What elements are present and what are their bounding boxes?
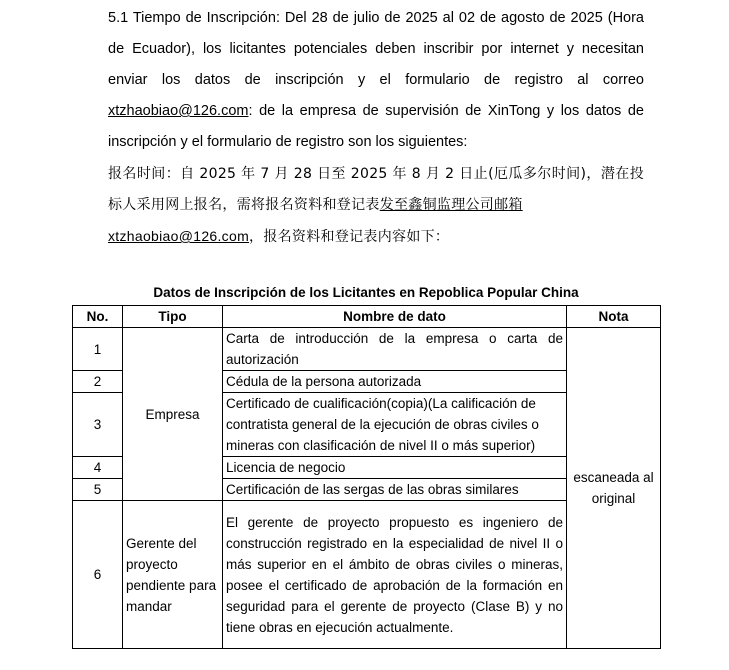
tipo-cell-gerente: Gerente del proyecto pendiente para mandar [123,501,223,649]
row-number: 6 [73,501,123,649]
email-link[interactable]: xtzhaobiao@126.com [108,103,249,119]
row-number: 4 [73,457,123,479]
paragraph-chinese-text: 报名时间：自 2025 年 7 月 28 日至 2025 年 8 月 2 日止(厄瓜多尔时间)，潜在投标人采用网上报名，需将报名资料和登记表 [108,166,644,213]
header-nota: Nota [567,306,661,328]
paragraph-chinese-text-end: ，报名资料和登记表内容如下： [249,229,450,245]
row-nombre: Carta de introducción de la empresa o carta de autorización [223,328,567,371]
row-number: 1 [73,328,123,371]
paragraph-chinese [108,159,644,253]
table-row [73,328,661,371]
paragraph-spanish-text-end: : de la empresa de supervisión de XinTong y los datos de inscripción y el formulario de registro son los siguientes: [108,103,644,150]
registration-table [72,305,661,649]
header-tipo: Tipo [123,306,223,328]
nota-cell: escaneada al original [567,328,661,649]
email-link-chinese[interactable]: xtzhaobiao@126.com [108,228,250,244]
row-nombre: Certificado de cualificación(copia)(La calificación de contratista general de la ejecución de obras civiles o mineras con clasificación de nivel II o más superior) [223,393,567,457]
paragraph-spanish [108,3,644,158]
row-nombre: Licencia de negocio [223,457,567,479]
paragraph-spanish-text: 5.1 Tiempo de Inscripción: Del 28 de julio de 2025 al 02 de agosto de 2025 (Hora de Ecuador), los licitantes potenciales deben inscribir por internet y necesitan enviar los datos de inscripción y el formulario de registro al correo [108,10,644,88]
tipo-cell: Empresa [123,328,223,501]
row-number: 5 [73,479,123,501]
row-number: 3 [73,393,123,457]
row-nombre: Cédula de la persona autorizada [223,371,567,393]
paragraph-chinese-underlined: 发至鑫铜监理公司邮箱 [379,197,523,213]
table-title: Datos de Inscripción de los Licitantes en Repoblica Popular China [153,285,579,300]
row-nombre: Certificación de las sergas de las obras similares [223,479,567,501]
header-nombre: Nombre de dato [223,306,567,328]
row-number: 2 [73,371,123,393]
row-nombre: El gerente de proyecto propuesto es ingeniero de construcción registrado en la especialidad de nivel II o más superior en el ámbito de obras civiles o mineras, posee el certificado de aprobación de la formación en seguridad para el gerente de proyecto (Clase B) y no tiene obras en ejecución actualmente. [223,501,567,649]
header-no: No. [73,306,123,328]
table-header-row [73,306,661,328]
